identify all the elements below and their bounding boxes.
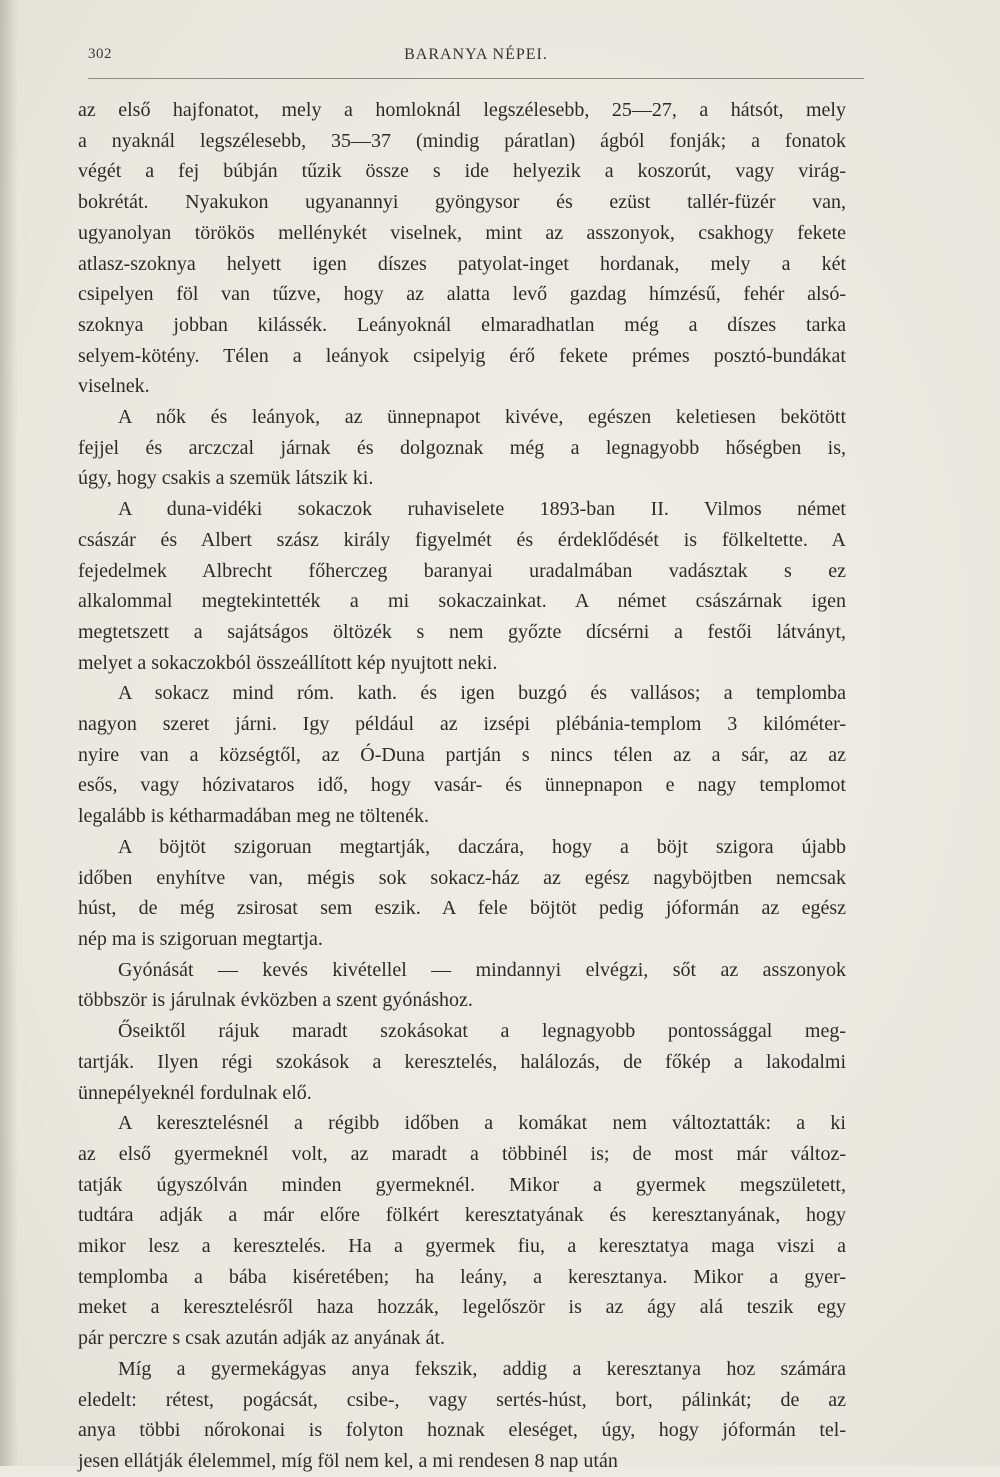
text-line: időben enyhítve van, mégis sok sokacz-ház az egész nagyböjtben nemcsak <box>78 866 846 889</box>
text-line: nyire van a községtől, az Ó-Duna partján s nincs télen az a sár, az az <box>78 743 846 766</box>
text-line: tatják úgyszólván minden gyermeknél. Mikor a gyermek megszületett, <box>78 1173 846 1196</box>
text-line: esős, vagy hózivataros idő, hogy vasár- és ünnepnapon e nagy templomot <box>78 774 846 797</box>
paragraph <box>78 1354 846 1477</box>
text-line: eledelt: rétest, pogácsát, csibe-, vagy sertés-húst, bort, pálinkát; de az <box>78 1388 846 1411</box>
text-line: A nők és leányok, az ünnepnapot kivéve, egészen keletiesen bekötött <box>118 406 846 429</box>
text-line: nagyon szeret járni. Igy például az izsépi plébánia-templom 3 kilóméter- <box>78 713 846 736</box>
text-line: császár és Albert szász király figyelmét és érdeklődését is fölkeltette. A <box>78 528 846 551</box>
paragraph <box>78 1016 846 1108</box>
page-header <box>88 46 864 79</box>
text-line: húst, de még zsirosat sem eszik. A fele böjtöt pedig jóformán az egész <box>78 897 846 920</box>
text-line: A böjtöt szigoruan megtartják, daczára, hogy a böjt szigora újabb <box>118 835 846 858</box>
text-line: az első hajfonatot, mely a homloknál legszélesebb, 25—27, a hátsót, mely <box>78 99 846 121</box>
text-line: szoknya jobban kilássék. Leányoknál elmaradhatlan még a díszes tarka <box>78 313 846 336</box>
text-line: fejjel és arczczal járnak és dolgoznak még a legnagyobb hőségben is, <box>78 436 846 459</box>
text-line: templomba a bába kiséretében; ha leány, a keresztanya. Mikor a gyer- <box>78 1265 846 1288</box>
text-line: selyem-kötény. Télen a leányok csipelyig érő fekete prémes posztó-bundákat <box>78 344 846 367</box>
text-line: melyet a sokaczokból összeállított kép nyujtott neki. <box>78 651 498 674</box>
text-line: végét a fej búbján tűzik össze s ide helyezik a koszorút, vagy virág- <box>78 160 846 183</box>
text-line: A duna-vidéki sokaczok ruhaviselete 1893-ban II. Vilmos német <box>118 498 846 521</box>
text-line: ugyanolyan törökös mellénykét viselnek, mint az asszonyok, csakhogy fekete <box>78 221 846 244</box>
text-line: mikor lesz a keresztelés. Ha a gyermek fiu, a keresztatya maga viszi a <box>78 1235 846 1258</box>
text-line: atlasz-szoknya helyett igen díszes patyolat-inget hordanak, mely a két <box>78 252 846 275</box>
text-line: tartják. Ilyen régi szokások a keresztelés, halálozás, de főkép a lakodalmi <box>78 1050 846 1073</box>
text-line: többször is járulnak évközben a szent gyónáshoz. <box>78 989 473 1012</box>
text-line: az első gyermeknél volt, az maradt a többinél is; de most már változ- <box>78 1142 846 1165</box>
text-line: meket a keresztelésről haza hozzák, legelőször is az ágy alá teszik egy <box>78 1296 846 1319</box>
text-line: A keresztelésnél a régibb időben a komákat nem változtatták: a ki <box>118 1112 846 1135</box>
text-line: alkalommal megtekintették a mi sokaczainkat. A német császárnak igen <box>78 590 846 613</box>
text-line: ünnepélyeknél fordulnak elő. <box>78 1081 312 1104</box>
paragraph <box>78 832 846 955</box>
page-number: 302 <box>88 46 112 62</box>
text-line: Őseiktől rájuk maradt szokásokat a legnagyobb pontossággal meg- <box>118 1020 846 1043</box>
running-title: BARANYA NÉPEI. <box>404 46 548 63</box>
text-line: úgy, hogy csakis a szemük látszik ki. <box>78 467 374 490</box>
text-line: legalább is kétharmadában meg ne töltenék. <box>78 805 429 828</box>
text-line: tudtára adják a már előre fölkért keresztatyának és keresztanyának, hogy <box>78 1204 846 1227</box>
text-line: Gyónását — kevés kivétellel — mindannyi elvégzi, sőt az asszonyok <box>118 958 846 981</box>
text-line: a nyaknál legszélesebb, 35—37 (mindig páratlan) ágból fonják; a fonatok <box>78 129 846 152</box>
paragraph <box>78 402 846 494</box>
text-line: A sokacz mind róm. kath. és igen buzgó és vallásos; a templomba <box>118 682 846 705</box>
text-line: nép ma is szigoruan megtartja. <box>78 927 323 950</box>
text-line: anya többi nőrokonai is folyton hoznak eleséget, úgy, hogy jóformán tel- <box>78 1419 846 1442</box>
paragraph <box>78 955 846 1016</box>
spine-shadow <box>0 0 18 1466</box>
text-line: Míg a gyermekágyas anya fekszik, addig a keresztanya hoz számára <box>118 1357 846 1380</box>
text-line: bokrétát. Nyakukon ugyanannyi gyöngysor és ezüst tallér-füzér van, <box>78 191 846 214</box>
body-text <box>78 95 846 1477</box>
text-line: pár perczre s csak azután adják az anyának át. <box>78 1327 446 1350</box>
text-line: fejedelmek Albrecht főherczeg baranyai uradalmában vadásztak s ez <box>78 559 846 582</box>
text-line: viselnek. <box>78 375 150 398</box>
paragraph <box>78 678 846 832</box>
text-line: jesen ellátják élelemmel, míg föl nem kel, a mi rendesen 8 nap után <box>78 1449 618 1472</box>
text-line: csipelyen föl van tűzve, hogy az alatta levő gazdag hímzésű, fehér alsó- <box>78 283 846 306</box>
paragraph <box>78 494 846 678</box>
text-line: megtetszett a sajátságos öltözék s nem győzte dícsérni a festői látványt, <box>78 620 846 643</box>
paragraph <box>78 1108 846 1354</box>
paragraph <box>78 95 846 402</box>
